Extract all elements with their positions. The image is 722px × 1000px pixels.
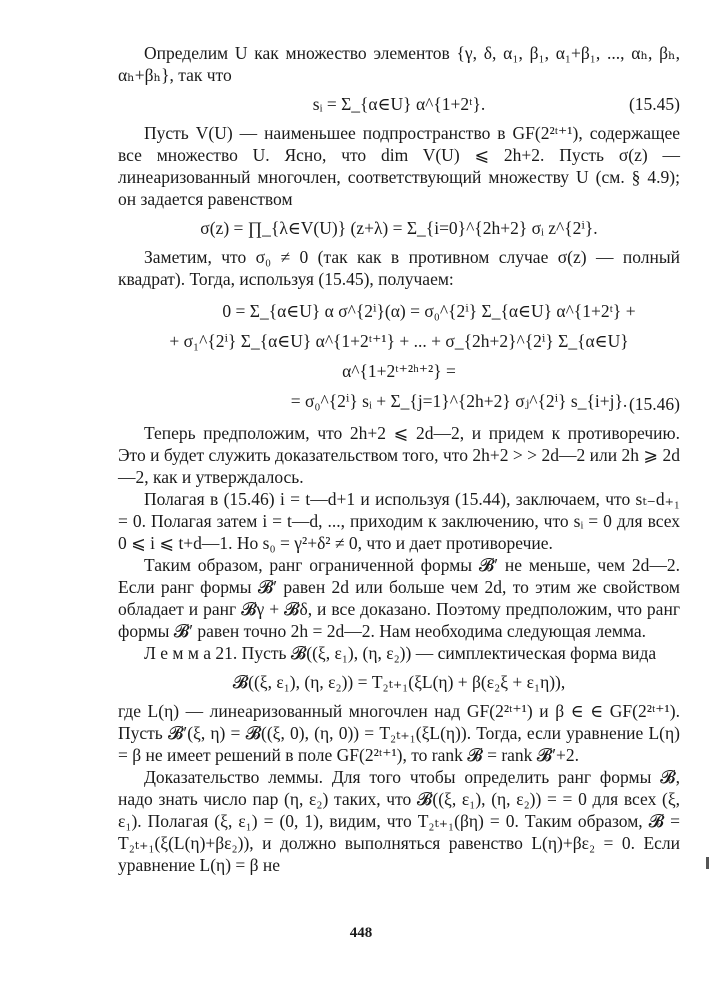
page-body xyxy=(118,42,680,876)
paragraph: Полагая в (15.46) i = t—d+1 и используя (15.44), заключаем, что sₜ₋d₊₁ = 0. Полагая затем i = t—d, ..., приходим к заключению, что sᵢ = 0 для всех 0 ⩽ i ⩽ t+d—1. Но s₀ = γ²+δ² ≠ 0, что и дает противоречие. xyxy=(118,489,680,553)
equation-body: sᵢ = Σ_{α∈U} α^{1+2ᵗ}. xyxy=(312,94,486,114)
proof-paragraph: Доказательство леммы. Для того чтобы определить ранг формы 𝓑, надо знать число пар (η, ε₂) таких, что 𝓑((ξ, ε₁), (η, ε₂)) = = 0 для всех (ξ, ε₁). Полагая (ξ, ε₁) = (0, 1), видим, что T₂ₜ₊₁(βη) = 0. Таким образом, 𝓑 = T₂ₜ₊₁(ξ(L(η)+βε₂)), и должно выполняться равенство L(η)+βε₂ = 0. Если уравнение L(η) = β не xyxy=(118,767,680,875)
paragraph: Пусть V(U) — наименьшее подпространство в GF(2²ᵗ⁺¹), содержащее все множество U. Ясно, что dim V(U) ⩽ 2h+2. Пусть σ(z) — линеаризованный многочлен, соответствующий множеству U (см. § 4.9); он задается равенством xyxy=(118,123,680,209)
paragraph: Таким образом, ранг ограниченной формы 𝓑′ не меньше, чем 2d—2. Если ранг формы 𝓑′ равен 2d или больше чем 2d, то этим же свойством обладает и ранг 𝓑γ + 𝓑δ, и все доказано. Поэтому предположим, что ранг формы 𝓑′ равен точно 2h = 2d—2. Нам необходима следующая лемма. xyxy=(118,555,680,641)
equation-body: σ(z) = ∏_{λ∈V(U)} (z+λ) = Σ_{i=0}^{2h+2} σᵢ z^{2ⁱ}. xyxy=(200,218,598,238)
paragraph: Заметим, что σ₀ ≠ 0 (так как в противном случае σ(z) — полный квадрат). Тогда, используя (15.45), получаем: xyxy=(118,247,680,289)
page-number: 448 xyxy=(349,925,373,941)
equation-15-45 xyxy=(118,92,680,116)
equation-line: + σ₁^{2ⁱ} Σ_{α∈U} α^{1+2ᵗ⁺¹} + ... + σ_{2h+2}^{2ⁱ} Σ_{α∈U} α^{1+2ᵗ⁺²ʰ⁺²} = xyxy=(169,331,629,381)
equation-number: (15.45) xyxy=(628,94,680,114)
equation-line: 0 = Σ_{α∈U} α σ^{2ⁱ}(α) = σ₀^{2ⁱ} Σ_{α∈U} α^{1+2ᵗ} + xyxy=(222,301,636,321)
equation-sigma xyxy=(118,216,680,240)
equation-number: (15.46) xyxy=(628,394,680,414)
paragraph: Теперь предположим, что 2h+2 ⩽ 2d—2, и придем к противоречию. Это и будет служить доказательством того, что 2h+2 > > 2d—2 или 2h ⩾ 2d—2, как и утверждалось. xyxy=(118,423,680,487)
paragraph: где L(η) — линеаризованный многочлен над GF(2²ᵗ⁺¹) и β ∈ ∈ GF(2²ᵗ⁺¹). Пусть 𝓑′(ξ, η) = 𝓑((ξ, 0), (η, 0)) = T₂ₜ₊₁(ξL(η)). Тогда, если уравнение L(η) = β не имеет решений в поле GF(2²ᵗ⁺¹), то rank 𝓑 = rank 𝓑′+2. xyxy=(118,701,680,765)
equation-line: = σ₀^{2ⁱ} sᵢ + Σ_{j=1}^{2h+2} σⱼ^{2ⁱ} s_{i+j}. xyxy=(290,391,628,411)
equation-lemma-form xyxy=(118,670,680,694)
lemma-statement: Л е м м а 21. Пусть 𝓑((ξ, ε₁), (η, ε₂)) — симплектическая форма вида xyxy=(144,643,657,663)
equation-body: 𝓑((ξ, ε₁), (η, ε₂)) = T₂ₜ₊₁(ξL(η) + β(ε₂ξ + ε₁η)), xyxy=(232,672,566,692)
equation-15-46 xyxy=(118,296,680,416)
paragraph: Определим U как множество элементов {γ, δ, α₁, β₁, α₁+β₁, ..., αₕ, βₕ, αₕ+βₕ}, так что xyxy=(118,43,680,85)
margin-mark xyxy=(706,857,709,869)
